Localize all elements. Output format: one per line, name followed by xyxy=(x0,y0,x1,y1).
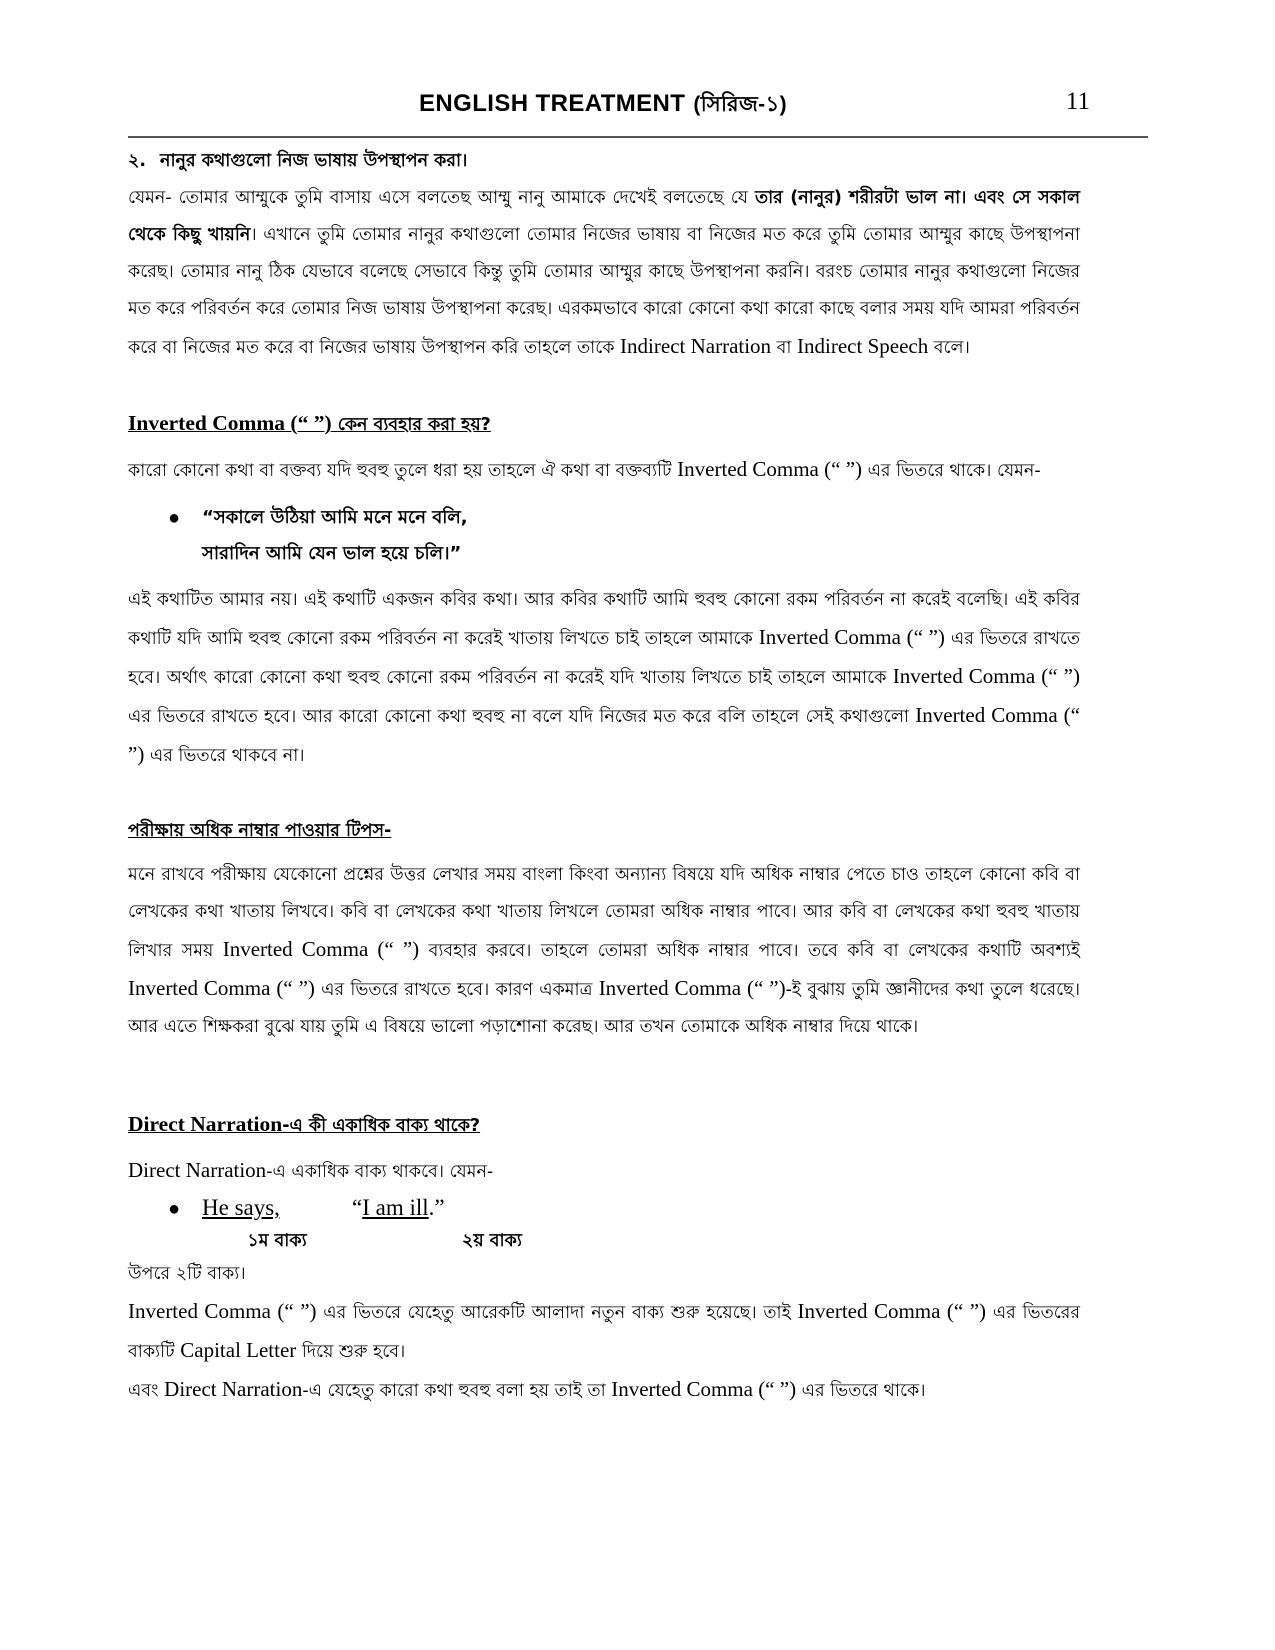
spacer xyxy=(128,572,1080,582)
term-indirect-narration: Indirect Narration xyxy=(620,334,772,358)
example-label-1: ১ম বাক্য xyxy=(247,1231,307,1251)
page-content xyxy=(128,144,1080,1410)
example-sentence-2-underlined: I am ill xyxy=(362,1195,429,1220)
exam-tips-heading-wrap xyxy=(128,815,1080,847)
direct-narration-example xyxy=(128,1191,1080,1256)
dn-p3-part-a: এর ভিতরে যেহেতু আরেকটি আলাদা নতুন বাক্য শুরু হয়েছে। তাই xyxy=(316,1303,798,1323)
ic-p2-part-b: এর ভিতরে রাখতে হবে। অর্থাৎ কারো কোনো কথা হুবহু কোনো রকম পরিবর্তন না করেই যদি খাতায় লিখতে চাই তাহলে আমাকে xyxy=(128,629,1080,688)
direct-narration-heading-bn: -এ কী একাধিক বাক্য থাকে? xyxy=(282,1116,481,1136)
inverted-comma-heading xyxy=(128,407,491,441)
ic-p2-part-a: এই কথাটিত আমার নয়। এই কথাটি একজন কবির কথা। আর কবির কথাটি আমি হুবহু কোনো রকম পরিবর্তন না করেই বলেছি। এই কবির কথাটি যদি আমি হুবহু কোনো রকম পরিবর্তন না করেই খাতায় লিখতে চাই তাহলে আমাকে xyxy=(128,590,1080,649)
tips-part-a: মনে রাখবে পরীক্ষায় যেকোনো প্রশ্নের উত্তর লেখার সময় বাংলা কিংবা অন্যান্য বিষয়ে যদি অধিক নাম্বার পেতে চাও তাহলে কোনো কবি বা লেখকের কথা খাতায় লিখবে। কবি বা লেখকের কথা খাতায় লিখলে তোমরা অধিক নাম্বার পাবে। আর কবি বা লেখকের কথা হুবহু খাতায় লিখার সময় xyxy=(128,865,1080,961)
direct-narration-paragraph-1 xyxy=(128,1152,1080,1191)
page-header xyxy=(128,88,1090,132)
ic-p2-part-c: এর ভিতরে রাখতে হবে। আর কারো কোনো কথা হুবহু না বলে যদি নিজের মত করে বলি তাহলে সেই কথাগুলো xyxy=(128,707,916,727)
spacer xyxy=(128,1142,1080,1152)
spacer xyxy=(128,775,1080,815)
page-number: 11 xyxy=(1065,88,1090,115)
quote-body xyxy=(202,500,1080,536)
spacer xyxy=(128,1086,1080,1108)
dn-p1-bn: -এ একাধিক বাক্য থাকবে। যেমন- xyxy=(266,1162,494,1182)
term-inverted-comma-7: Inverted Comma (“ ”) xyxy=(598,976,786,1000)
term-direct-narration-2: Direct Narration xyxy=(164,1377,303,1401)
ic-p1-part-a: কারো কোনো কথা বা বক্তব্য যদি হুবহু তুলে ধরা হয় তাহলে ঐ কথা বা বক্তব্যটি xyxy=(128,461,678,481)
item-2-p-part-a: যেমন- তোমার আম্মুকে তুমি বাসায় এসে বলতেছ আম্মু নানু আমাকে দেখেই বলতেছে যে xyxy=(128,188,755,208)
book-title xyxy=(128,88,1078,123)
term-indirect-speech: Indirect Speech xyxy=(797,334,929,358)
direct-narration-heading xyxy=(128,1108,480,1142)
inverted-comma-paragraph-1 xyxy=(128,451,1080,490)
spacer xyxy=(128,847,1080,857)
direct-narration-paragraph-4 xyxy=(128,1371,1080,1410)
exam-tips-paragraph xyxy=(128,857,1080,1046)
bullet-icon: ● xyxy=(168,1198,181,1220)
example-sentence-2-tail: .” xyxy=(428,1195,445,1220)
term-inverted-comma-1: Inverted Comma (“ ”) xyxy=(677,457,863,481)
term-inverted-comma-2: Inverted Comma (“ ”) xyxy=(758,625,945,649)
term-inverted-comma-6: Inverted Comma (“ ”) xyxy=(128,976,315,1000)
term-inverted-comma-8: Inverted Comma (“ ”) xyxy=(128,1299,317,1323)
inverted-comma-heading-wrap xyxy=(128,407,1080,441)
item-2-heading-text: নানুর কথাগুলো নিজ ভাষায় উপস্থাপন করা। xyxy=(160,151,468,171)
inverted-comma-heading-bn: কেন ব্যবহার করা হয়? xyxy=(331,415,491,435)
ic-p2-part-d: এর ভিতরে থাকবে না। xyxy=(144,746,305,766)
inverted-comma-paragraph-2 xyxy=(128,582,1080,775)
spacer xyxy=(128,1046,1080,1086)
example-label-row xyxy=(168,1226,1080,1256)
term-inverted-comma-4: Inverted Comma (“ ”) xyxy=(128,703,1080,766)
term-direct-narration-1: Direct Narration xyxy=(128,1158,267,1182)
book-title-english: ENGLISH TREATMENT xyxy=(419,90,686,117)
example-sentence-2 xyxy=(352,1191,612,1225)
quote-line-2: সারাদিন আমি যেন ভাল হয়ে চলি।” xyxy=(202,543,462,564)
dn-p4-part-b: -এ যেহেতু কারো কথা হুবহু বলা হয় তাই তা xyxy=(302,1381,612,1401)
item-2-p-part-d: বলে। xyxy=(928,338,970,358)
term-inverted-comma-5: Inverted Comma (“ ”) xyxy=(222,937,420,961)
bullet-icon: ● xyxy=(168,507,181,529)
dn-p4-part-c: এর ভিতরে থাকে। xyxy=(796,1381,926,1401)
quote-bullet-item-line2 xyxy=(128,536,1080,572)
book-title-series: (সিরিজ-১) xyxy=(693,93,787,116)
direct-narration-paragraph-2: উপরে ২টি বাক্য। xyxy=(128,1264,246,1284)
inverted-comma-heading-en: Inverted Comma (“ ”) xyxy=(128,411,332,435)
quote-bullet-item xyxy=(128,500,1080,536)
example-sentence-row xyxy=(168,1191,1080,1226)
example-label-2: ২য় বাক্য xyxy=(462,1231,522,1251)
tips-part-c: এর ভিতরে রাখতে হবে। কারণ একমাত্র xyxy=(314,980,599,1000)
bullet-spacer xyxy=(168,536,202,572)
direct-narration-heading-en: Direct Narration xyxy=(128,1112,283,1136)
term-capital-letter: Capital Letter xyxy=(180,1338,297,1362)
spacer xyxy=(128,490,1080,500)
tips-part-d: -ই বুঝায় তুমি জ্ঞানীদের কথা তুলে ধরেছে। আর এতে শিক্ষকরা বুঝে যায় তুমি এ বিষয়ে ভালো পড়াশোনা করেছ। আর তখন তোমাকে অধিক নাম্বার দিয়ে থাকে। xyxy=(128,980,1081,1037)
dn-p4-part-a: এবং xyxy=(128,1381,165,1401)
item-2-p-bold: তার (নানুর) শরীরটা ভাল না। এবং সে সকাল থেকে কিছু খায়নি xyxy=(128,188,1080,245)
tips-part-b: ব্যবহার করবে। তাহলে তোমরা অধিক নাম্বার পাবে। তবে কবি বা লেখকের কথাটি অবশ্যই xyxy=(419,941,1080,961)
example-sentence-1-text: He says, xyxy=(202,1195,280,1220)
ic-p1-part-b: এর ভিতরে থাকে। যেমন- xyxy=(862,461,1041,481)
term-inverted-comma-3: Inverted Comma (“ ”) xyxy=(892,664,1080,688)
exam-tips-heading: পরীক্ষায় অধিক নাম্বার পাওয়ার টিপস- xyxy=(128,821,392,841)
item-2-p-part-b: । এখানে তুমি তোমার নানুর কথাগুলো তোমার নিজের ভাষায় বা নিজের মত করে তুমি তোমার আম্মুর কাছে উপস্থাপনা করেছ। তোমার নানু ঠিক যেভাবে বলেছে সেভাবে কিন্তু তুমি তোমার আম্মুর কাছে উপস্থাপনা করনি। বরংচ তোমার নানুর কথাগুলো নিজের মত করে পরিবর্তন করে তোমার নিজ ভাষায় উপস্থাপনা করেছ। এরকমভাবে কারো কোনো কথা কারো কাছে বলার সময় যদি আমরা পরিবর্তন করে বা নিজের মত করে বা নিজের ভাষায় উপস্থাপন করি তাহলে তাকে xyxy=(128,225,1080,358)
item-2-number: ২. xyxy=(128,151,147,171)
spacer xyxy=(128,367,1080,407)
direct-narration-heading-wrap xyxy=(128,1108,1080,1142)
open-quote: “ xyxy=(352,1195,363,1220)
item-2-p-part-c: বা xyxy=(771,338,798,358)
quote-line-1: “সকালে উঠিয়া আমি মনে মনে বলি, xyxy=(202,507,468,528)
term-inverted-comma-10: Inverted Comma (“ ”) xyxy=(611,1377,797,1401)
spacer xyxy=(128,441,1080,451)
direct-narration-paragraph-3 xyxy=(128,1293,1080,1371)
term-inverted-comma-9: Inverted Comma (“ ”) xyxy=(797,1299,987,1323)
dn-p3-part-c: দিয়ে শুরু হবে। xyxy=(296,1342,406,1362)
dn-p3-part-b: এর ভিতরের বাক্যটি xyxy=(128,1303,1081,1362)
item-2-paragraph xyxy=(128,180,1080,367)
example-sentence-1 xyxy=(202,1191,352,1225)
item-2-heading xyxy=(128,144,1080,178)
header-divider xyxy=(128,136,1148,138)
